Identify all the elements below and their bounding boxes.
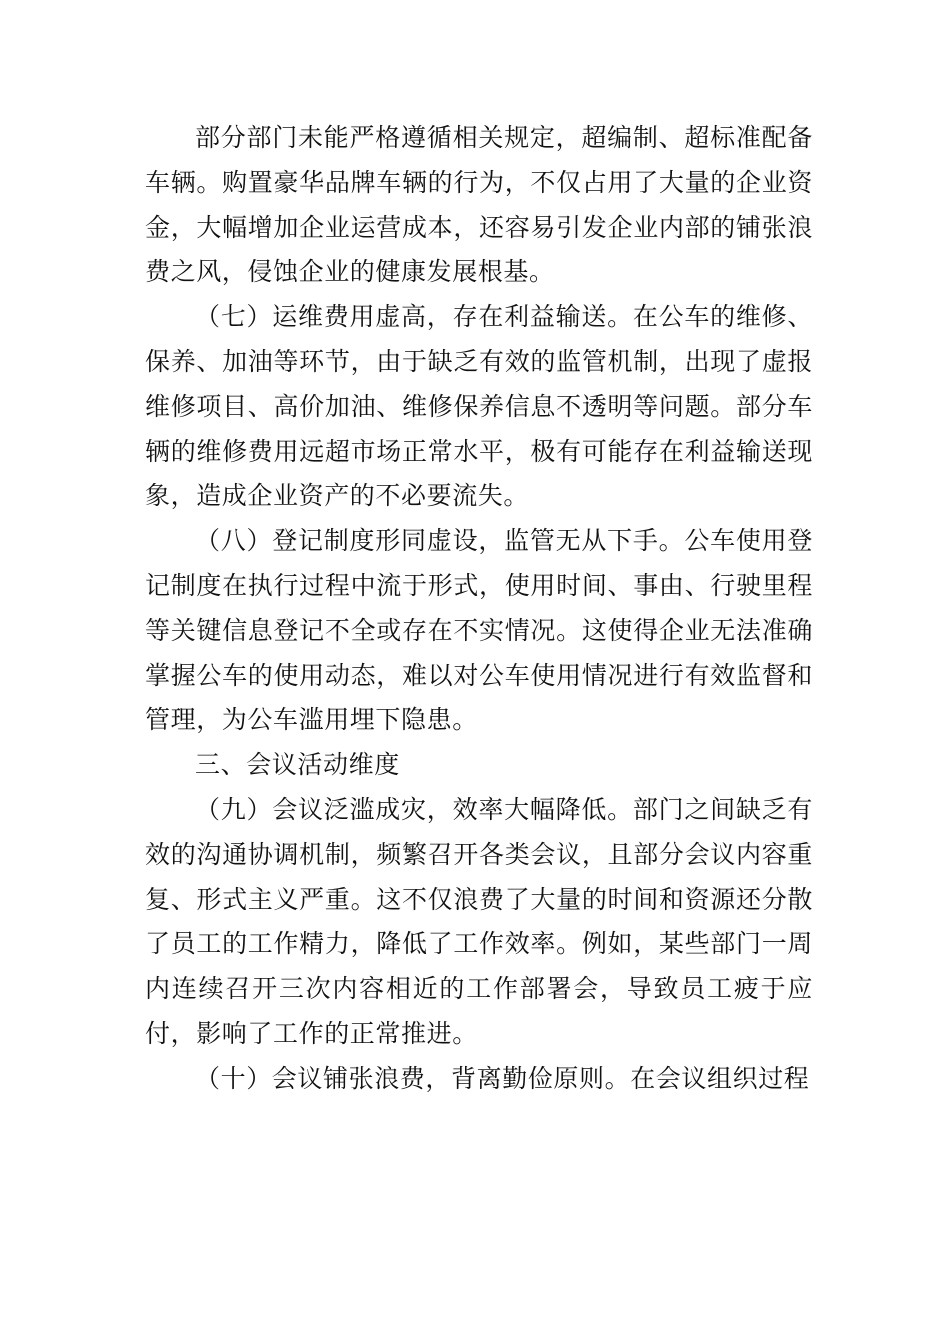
paragraph-section-10: （十）会议铺张浪费，背离勤俭原则。在会议组织过程: [195, 1063, 810, 1093]
paragraph-section-9: （九）会议泛滥成灾，效率大幅降低。部门之间缺乏有效的沟通协调机制，频繁召开各类会议，且部分会议内容重复、形式主义严重。这不仅浪费了大量的时间和资源还分散了员工的工作精力，降低了工作效率。例如，某些部门一周内连续召开三次内容相近的工作部署会，导致员工疲于应付，影响了工作的正常推进。: [145, 794, 813, 1048]
paragraph-section-7: （七）运维费用虚高，存在利益输送。在公车的维修、保养、加油等环节，由于缺乏有效的监管机制，出现了虚报维修项目、高价加油、维修保养信息不透明等问题。部分车辆的维修费用远超市场正常水平，极有可能存在利益输送现象，造成企业资产的不必要流失。: [145, 302, 813, 511]
section-heading-meetings: 三、会议活动维度: [195, 750, 400, 780]
paragraph-section-8: （八）登记制度形同虚设，监管无从下手。公车使用登记制度在执行过程中流于形式，使用时间、事由、行驶里程等关键信息登记不全或存在不实情况。这使得企业无法准确掌握公车的使用动态，难以对公车使用情况进行有效监督和管理，为公车滥用埋下隐患。: [145, 526, 813, 735]
document-body: [145, 116, 813, 1102]
paragraph-vehicle-overstaffing: 部分部门未能严格遵循相关规定，超编制、超标准配备车辆。购置豪华品牌车辆的行为，不仅占用了大量的企业资金，大幅增加企业运营成本，还容易引发企业内部的铺张浪费之风，侵蚀企业的健康发展根基。: [145, 123, 813, 287]
